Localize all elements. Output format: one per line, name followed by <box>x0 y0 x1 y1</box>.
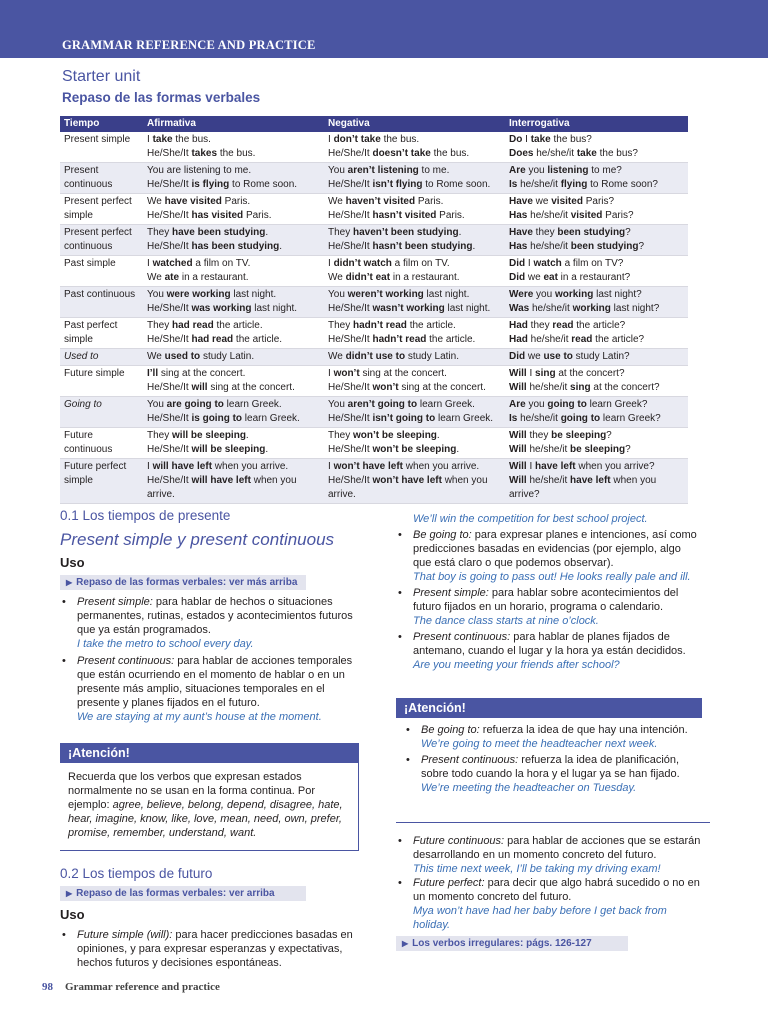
table-cell-int: Did we use to study Latin? <box>505 349 688 366</box>
table-cell-aff: They have been studying. He/She/It has been studying. <box>143 225 324 256</box>
table-cell-int: Are you listening to me? Is he/she/it flying to Rome soon? <box>505 163 688 194</box>
definition: para hacer predicciones basadas en opiniones, y para expresar esperanzas y expectativas, hechos futuros y decisiones espontáneas. <box>77 929 353 969</box>
table-cell-aff: I will have left when you arrive. He/She/It will have left when you arrive. <box>143 459 324 504</box>
future-usage-list <box>60 928 360 970</box>
term: Be going to: <box>421 724 480 736</box>
table-header-row <box>60 116 688 132</box>
uso-heading: Uso <box>60 555 85 570</box>
table-cell-neg: We didn’t use to study Latin. <box>324 349 505 366</box>
table-cell-int: Have we visited Paris? Has he/she/it visited Paris? <box>505 194 688 225</box>
header-title: GRAMMAR REFERENCE AND PRACTICE <box>62 38 316 52</box>
definition: refuerza la idea de que hay una intención. <box>479 724 688 736</box>
attention-body <box>60 763 358 847</box>
term: Present simple: <box>77 596 153 608</box>
table-cell-aff: I’ll sing at the concert. He/She/It will sing at the concert. <box>143 366 324 397</box>
table-cell-neg: They haven’t been studying. He/She/It hasn’t been studying. <box>324 225 505 256</box>
table-row <box>60 256 688 287</box>
definition: para decir que algo habrá sucedido o no en un momento concreto del futuro. <box>413 877 700 903</box>
example: We’re meeting the headteacher on Tuesday. <box>421 782 637 794</box>
table-body <box>60 132 688 504</box>
definition: para hablar de acciones temporales que están ocurriendo en el momento de hablar o en un presente más amplio, situaciones temporales en el presente y planes fijados en el futuro. <box>77 655 353 709</box>
table-cell-neg: They won’t be sleeping. He/She/It won’t be sleeping. <box>324 428 505 459</box>
table-cell-int: Are you going to learn Greek? Is he/she/it going to learn Greek? <box>505 397 688 428</box>
table-row <box>60 366 688 397</box>
term: Present simple: <box>413 587 489 599</box>
section-heading-0-1: 0.1 Los tiempos de presente <box>60 508 231 523</box>
definition: para hablar de acciones que se estarán desarrollando en un momento concreto del futuro. <box>413 835 701 861</box>
col-header: Tiempo <box>60 116 143 132</box>
page-number: 98 <box>42 981 53 993</box>
table-row <box>60 194 688 225</box>
section-heading-0-2: 0.2 Los tiempos de futuro <box>60 866 213 881</box>
uso-heading: Uso <box>60 907 85 922</box>
example: That boy is going to pass out! He looks really pale and ill. <box>413 571 691 583</box>
table-cell-aff: I watched a film on TV. We ate in a restaurant. <box>143 256 324 287</box>
table-cell-tense: Past perfect simple <box>60 318 143 349</box>
attention-box <box>60 743 359 851</box>
play-arrow-icon: ▶ <box>66 578 73 587</box>
definition: para hablar de hechos o situaciones permanentes, rutinas, estados y acontecimientos futuros que ya están programados. <box>77 596 353 636</box>
attention-title: ¡Atención! <box>396 698 702 718</box>
list-item <box>60 928 360 970</box>
play-arrow-icon: ▶ <box>402 939 409 948</box>
table-cell-neg: We haven’t visited Paris. He/She/It hasn’t visited Paris. <box>324 194 505 225</box>
table-cell-aff: You are listening to me. He/She/It is flying to Rome soon. <box>143 163 324 194</box>
example: We are staying at my aunt’s house at the moment. <box>77 711 322 723</box>
term: Present continuous: <box>413 631 511 643</box>
example: I take the metro to school every day. <box>77 638 254 650</box>
table-cell-int: Will I sing at the concert? Will he/she/it sing at the concert? <box>505 366 688 397</box>
page-footer <box>42 981 220 993</box>
list-item <box>396 834 701 862</box>
cross-reference-irregular-verbs <box>396 936 628 951</box>
table-row <box>60 287 688 318</box>
table-cell-int: Did I watch a film on TV? Did we eat in a restaurant? <box>505 256 688 287</box>
col-header: Afirmativa <box>143 116 324 132</box>
list-item <box>404 753 696 781</box>
table-cell-int: Had they read the article? Had he/she/it read the article? <box>505 318 688 349</box>
list-item <box>396 630 701 658</box>
list-item <box>396 528 701 570</box>
table-cell-neg: You aren’t listening to me. He/She/It isn’t flying to Rome soon. <box>324 163 505 194</box>
table-cell-tense: Present perfect simple <box>60 194 143 225</box>
list-item <box>396 586 701 614</box>
attention-title: ¡Atención! <box>60 743 358 763</box>
table-cell-neg: I won’t sing at the concert. He/She/It won’t sing at the concert. <box>324 366 505 397</box>
future-usage-list-more <box>396 834 701 932</box>
list-item <box>396 876 701 904</box>
table-cell-tense: Past continuous <box>60 287 143 318</box>
table-cell-aff: They will be sleeping. He/She/It will be sleeping. <box>143 428 324 459</box>
table-cell-tense: Future perfect simple <box>60 459 143 504</box>
table-cell-neg: You aren’t going to learn Greek. He/She/It isn’t going to learn Greek. <box>324 397 505 428</box>
list-item <box>60 654 360 710</box>
verb-forms-table <box>60 116 688 504</box>
cross-reference <box>60 886 306 901</box>
table-cell-neg: I don’t take the bus. He/She/It doesn’t take the bus. <box>324 132 505 163</box>
table-row <box>60 132 688 163</box>
attention-text: Recuerda que los verbos que expresan estados normalmente no se usan en la forma continua. Por ejemplo: <box>68 771 316 811</box>
table-row <box>60 318 688 349</box>
example: We’re going to meet the headteacher next week. <box>421 738 658 750</box>
table-cell-tense: Future continuous <box>60 428 143 459</box>
table-cell-tense: Past simple <box>60 256 143 287</box>
unit-title: Starter unit <box>62 68 141 85</box>
term: Future continuous: <box>413 835 505 847</box>
example: We’ll win the competition for best school project. <box>413 513 648 525</box>
table-cell-int: Were you working last night? Was he/she/it working last night? <box>505 287 688 318</box>
future-usage-list-right <box>396 512 701 672</box>
definition: para hablar sobre acontecimientos del futuro fijados en un horario, programa o calendario. <box>413 587 679 613</box>
cross-reference-text: Los verbos irregulares: págs. 126-127 <box>412 938 592 949</box>
table-cell-int: Do I take the bus? Does he/she/it take the bus? <box>505 132 688 163</box>
table-row <box>60 163 688 194</box>
cross-reference-text: Repaso de las formas verbales: ver arriba <box>76 888 275 899</box>
table-cell-aff: You were working last night. He/She/It was working last night. <box>143 287 324 318</box>
attention-box-right <box>396 698 710 823</box>
table-cell-neg: You weren’t working last night. He/She/It wasn’t working last night. <box>324 287 505 318</box>
term: Present continuous: <box>421 754 519 766</box>
example: Mya won’t have had her baby before I get back from holiday. <box>413 905 667 931</box>
table-cell-tense: Present simple <box>60 132 143 163</box>
table-cell-tense: Used to <box>60 349 143 366</box>
example: This time next week, I’ll be taking my driving exam! <box>413 863 661 875</box>
unit-subtitle: Repaso de las formas verbales <box>62 90 261 105</box>
table-cell-int: Have they been studying? Has he/she/it been studying? <box>505 225 688 256</box>
table-cell-tense: Future simple <box>60 366 143 397</box>
definition: refuerza la idea de planificación, sobre todo cuando la hora y el lugar ya se han fijado. <box>421 754 680 780</box>
col-header: Negativa <box>324 116 505 132</box>
stative-verbs: agree, believe, belong, depend, disagree, hate, hear, imagine, know, like, love, mean, need, own, prefer, promise, remember, understand, want. <box>68 799 343 839</box>
term: Be going to: <box>413 529 472 541</box>
table-row <box>60 349 688 366</box>
table-row <box>60 225 688 256</box>
col-header: Interrogativa <box>505 116 688 132</box>
table-cell-aff: We have visited Paris. He/She/It has visited Paris. <box>143 194 324 225</box>
table-cell-aff: We used to study Latin. <box>143 349 324 366</box>
attention-body <box>396 718 702 795</box>
table-cell-neg: I won’t have left when you arrive. He/She/It won’t have left when you arrive. <box>324 459 505 504</box>
example: The dance class starts at nine o’clock. <box>413 615 599 627</box>
present-usage-list <box>60 595 360 724</box>
list-item <box>60 595 360 637</box>
table-cell-aff: I take the bus. He/She/It takes the bus. <box>143 132 324 163</box>
cross-reference-text: Repaso de las formas verbales: ver más arriba <box>76 577 298 588</box>
table-row <box>60 459 688 504</box>
cross-reference <box>60 575 306 590</box>
example: Are you meeting your friends after school? <box>413 659 620 671</box>
page-header <box>0 0 768 58</box>
footer-text: Grammar reference and practice <box>65 981 220 993</box>
table-row <box>60 397 688 428</box>
table-cell-aff: They had read the article. He/She/It had read the article. <box>143 318 324 349</box>
table-cell-tense: Present perfect continuous <box>60 225 143 256</box>
table-row <box>60 428 688 459</box>
section-title-present: Present simple y present continuous <box>60 530 335 549</box>
table-cell-neg: I didn’t watch a film on TV. We didn’t eat in a restaurant. <box>324 256 505 287</box>
table-cell-int: Will they be sleeping? Will he/she/it be sleeping? <box>505 428 688 459</box>
table-cell-aff: You are going to learn Greek. He/She/It is going to learn Greek. <box>143 397 324 428</box>
term: Future perfect: <box>413 877 485 889</box>
list-item <box>404 723 696 737</box>
table-cell-tense: Going to <box>60 397 143 428</box>
play-arrow-icon: ▶ <box>66 889 73 898</box>
table-cell-int: Will I have left when you arrive? Will he/she/it have left when you arrive? <box>505 459 688 504</box>
term: Present continuous: <box>77 655 175 667</box>
definition: para expresar planes e intenciones, así como predicciones basadas en evidencias (por ejemplo, algo que está claro o que podemos observar). <box>413 529 697 569</box>
definition: para hablar de planes fijados de antemano, cuando el lugar y la hora ya están decididos. <box>413 631 686 657</box>
table-cell-tense: Present continuous <box>60 163 143 194</box>
table-cell-neg: They hadn’t read the article. He/She/It hadn’t read the article. <box>324 318 505 349</box>
term: Future simple (will): <box>77 929 173 941</box>
